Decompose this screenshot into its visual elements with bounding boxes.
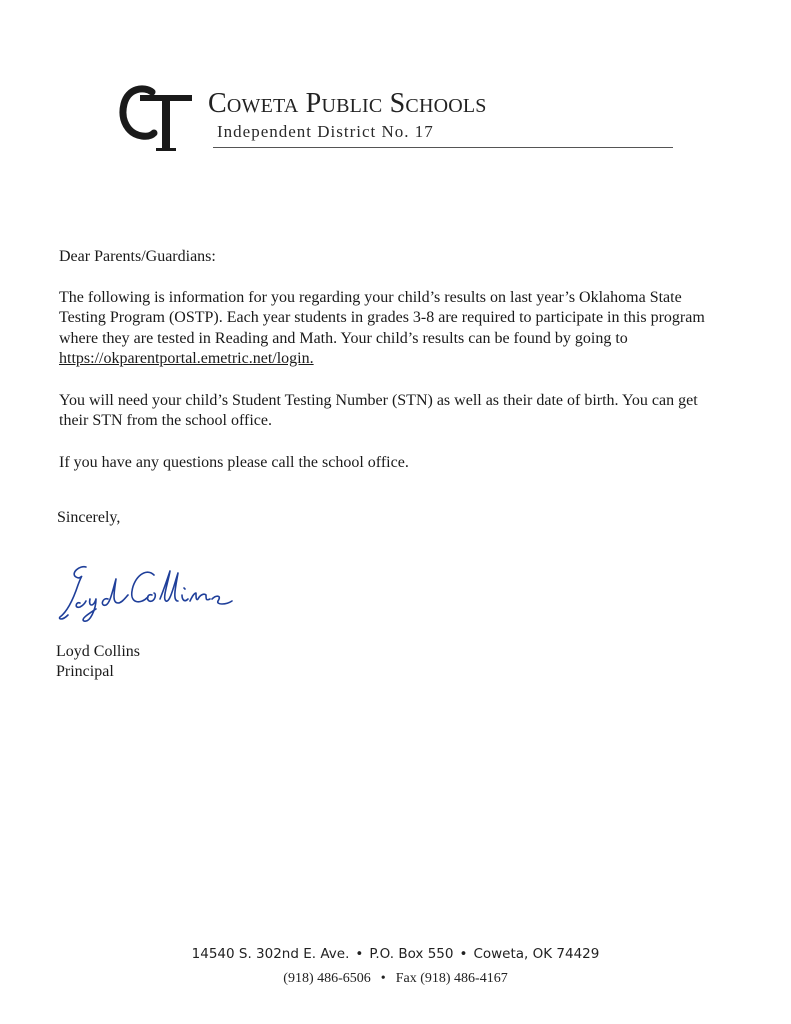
bullet-separator: • — [380, 971, 386, 986]
footer-contact — [0, 971, 791, 987]
district-subtitle: Independent District No. 17 — [217, 122, 434, 141]
footer-street: 14540 S. 302nd E. Ave. — [191, 946, 350, 962]
signer-name: Loyd Collins — [56, 643, 141, 660]
bullet-separator: • — [459, 946, 468, 962]
signer-title: Principal — [56, 663, 114, 680]
signer-block — [56, 642, 140, 682]
letter-body — [59, 247, 719, 494]
letterhead-divider — [213, 147, 673, 148]
school-logo — [118, 82, 202, 154]
footer-po-box: P.O. Box 550 — [369, 946, 454, 962]
paragraph-questions: If you have any questions please call the school office. — [59, 453, 409, 471]
footer-fax: Fax (918) 486-4167 — [395, 971, 508, 986]
paragraph-results — [59, 288, 719, 370]
footer-address — [0, 946, 791, 962]
closing: Sincerely, — [57, 509, 121, 526]
parent-portal-link[interactable]: https://okparentportal.emetric.net/login. — [59, 350, 314, 367]
school-name: Coweta Public Schools — [208, 88, 487, 119]
footer-phone: (918) 486-6506 — [283, 971, 371, 986]
salutation: Dear Parents/Guardians: — [59, 248, 216, 265]
paragraph-stn: You will need your child’s Student Testing Number (STN) as well as their date of birth. You can get their STN from the school office. — [59, 391, 698, 429]
footer-city: Coweta, OK 74429 — [473, 946, 600, 962]
signature — [56, 545, 256, 625]
letterhead — [118, 82, 678, 162]
paragraph-results-text: The following is information for you regarding your child’s results on last year’s Oklahoma State Testing Program (OSTP). Each year students in grades 3-8 are required to participate in this program where they are tested in Reading and Math. Your child’s results can be found by going to — [59, 288, 705, 347]
bullet-separator: • — [355, 946, 364, 962]
